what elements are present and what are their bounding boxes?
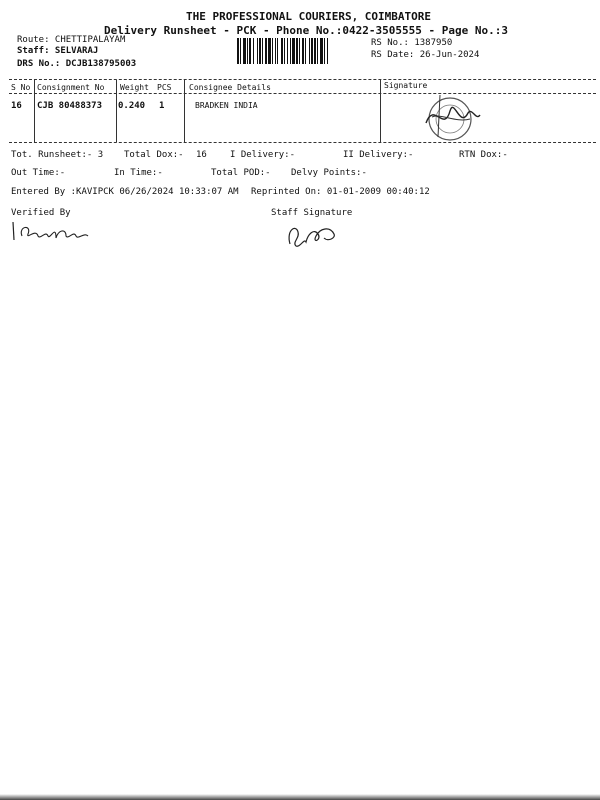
out-time: Out Time:- (11, 168, 66, 178)
runsheet-title: Delivery Runsheet - PCK - Phone No.:0422-3505555 - Page No.:3 (104, 24, 508, 37)
reprinted-on: Reprinted On: 01-01-2009 00:40:12 (251, 187, 430, 197)
ii-delivery: II Delivery:- (343, 150, 414, 160)
total-pod: Total POD:- (211, 168, 271, 178)
row-consignment: CJB 80488373 (37, 101, 103, 111)
row-weight: 0.240 (118, 101, 146, 111)
total-dox-label: Total Dox:- (124, 150, 184, 160)
company-name: THE PROFESSIONAL COURIERS, COIMBATORE (186, 10, 432, 23)
i-delivery: I Delivery:- (230, 150, 296, 160)
barcode-icon (237, 38, 363, 64)
column-divider (380, 80, 381, 142)
table-bottom-rule (9, 142, 596, 143)
column-divider (184, 80, 185, 142)
tot-runsheet: Tot. Runsheet:- 3 (11, 150, 104, 160)
row-sno: 16 (11, 101, 22, 111)
verifier-signature-icon (10, 218, 92, 244)
row-consignee: BRADKEN INDIA (195, 101, 258, 110)
staff-signature-label: Staff Signature (271, 208, 353, 218)
col-header-weight: Weight (120, 83, 149, 92)
total-dox-value: 16 (196, 150, 207, 160)
in-time: In Time:- (114, 168, 163, 178)
col-header-consignment: Consignment No (37, 83, 105, 92)
col-header-pcs: PCS (157, 83, 172, 92)
route-label: Route: CHETTIPALAYAM (17, 35, 126, 45)
staff-signature-icon (284, 220, 344, 250)
rtn-dox: RTN Dox:- (459, 150, 508, 160)
table-top-rule (9, 79, 596, 80)
company-stamp-icon (410, 93, 490, 145)
rs-number: RS No.: 1387950 (371, 38, 453, 48)
delvy-points: Delvy Points:- (291, 168, 367, 178)
scan-edge (0, 794, 600, 800)
column-divider (34, 80, 35, 142)
entered-by: Entered By :KAVIPCK 06/26/2024 10:33:07 AM (11, 187, 239, 197)
col-header-sno: S No (11, 83, 31, 92)
col-header-consignee: Consignee Details (189, 83, 271, 92)
drs-number: DRS No.: DCJB138795003 (17, 59, 137, 69)
row-pcs: 1 (159, 101, 165, 111)
verified-by-label: Verified By (11, 208, 71, 218)
column-divider (116, 80, 117, 142)
table-header-rule (9, 93, 596, 94)
rs-date: RS Date: 26-Jun-2024 (371, 50, 480, 60)
col-header-signature: Signature (384, 81, 428, 90)
staff-label: Staff: SELVARAJ (17, 46, 99, 56)
